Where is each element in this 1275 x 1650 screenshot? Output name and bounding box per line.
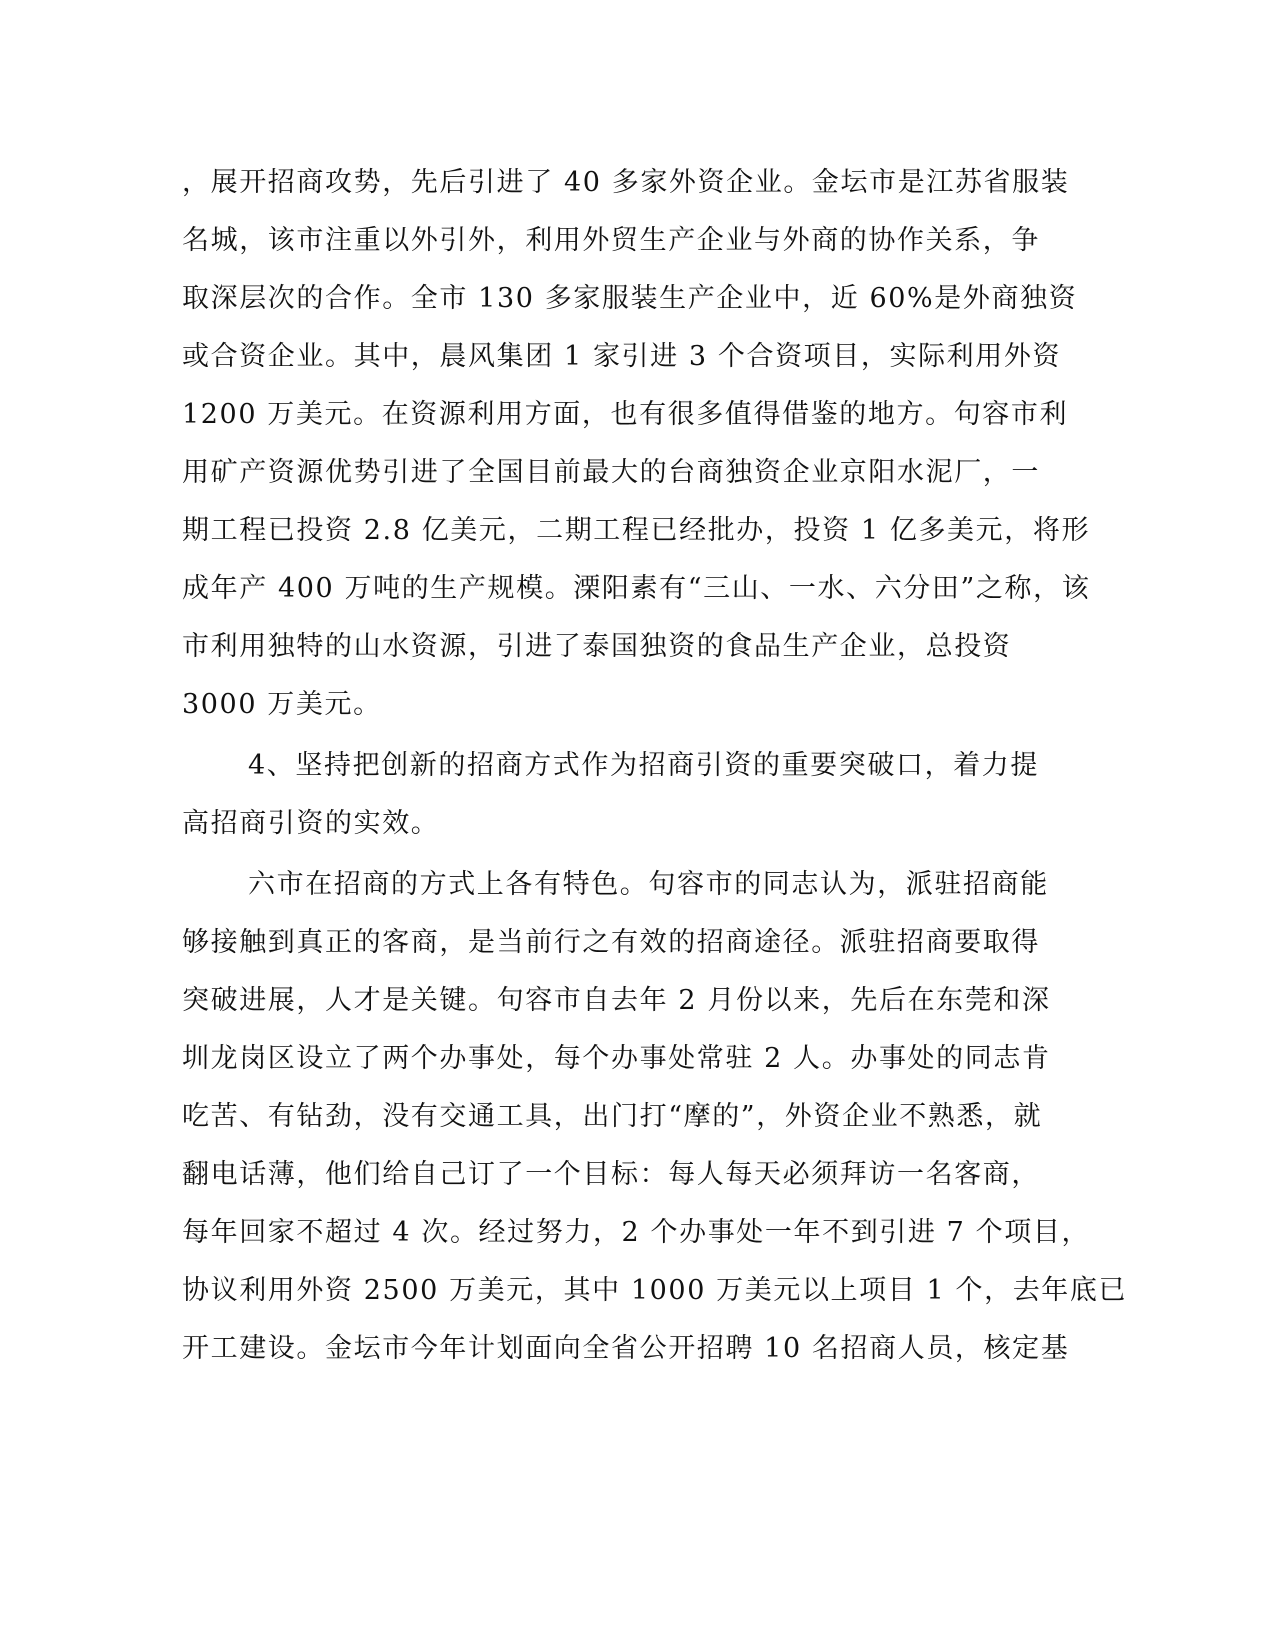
text-line: ，展开招商攻势，先后引进了 40 多家外资企业。金坛市是江苏省服装: [182, 167, 1070, 198]
paragraph-first-line: 六市在招商的方式上各有特色。句容市的同志认为，派驻招商能: [248, 869, 1049, 900]
text-line: 协议利用外资 2500 万美元，其中 1000 万美元以上项目 1 个，去年底已: [182, 1275, 1128, 1306]
text-line: 1200 万美元。在资源利用方面，也有很多值得借鉴的地方。句容市利: [182, 399, 1069, 430]
text-line: 圳龙岗区设立了两个办事处，每个办事处常驻 2 人。办事处的同志肯: [182, 1043, 1051, 1074]
text-line: 名城，该市注重以外引外，利用外贸生产企业与外商的协作关系，争: [182, 225, 1040, 256]
text-line: 或合资企业。其中，晨风集团 1 家引进 3 个合资项目，实际利用外资: [182, 341, 1062, 372]
text-line: 翻电话薄，他们给自己订了一个目标：每人每天必须拜访一名客商，: [182, 1159, 1040, 1190]
text-line: 吃苦、有钻劲，没有交通工具，出门打“摩的”，外资企业不熟悉，就: [182, 1101, 1043, 1132]
section-heading-line: 4、坚持把创新的招商方式作为招商引资的重要突破口，着力提: [248, 750, 1039, 781]
text-line: 突破进展，人才是关键。句容市自去年 2 月份以来，先后在东莞和深: [182, 985, 1051, 1016]
text-line: 开工建设。金坛市今年计划面向全省公开招聘 10 名招商人员，核定基: [182, 1333, 1070, 1364]
text-line: 成年产 400 万吨的生产规模。溧阳素有“三山、一水、六分田”之称，该: [182, 573, 1091, 604]
section-heading-line: 高招商引资的实效。: [182, 808, 440, 839]
text-line: 用矿产资源优势引进了全国目前最大的台商独资企业京阳水泥厂，一: [182, 457, 1040, 488]
text-line: 取深层次的合作。全市 130 多家服装生产企业中，近 60%是外商独资: [182, 283, 1078, 314]
text-line: 够接触到真正的客商，是当前行之有效的招商途径。派驻招商要取得: [182, 927, 1040, 958]
text-line: 市利用独特的山水资源，引进了泰国独资的食品生产企业，总投资: [182, 631, 1012, 662]
text-line: 3000 万美元。: [182, 689, 382, 720]
text-line: 期工程已投资 2.8 亿美元，二期工程已经批办，投资 1 亿多美元，将形: [182, 515, 1091, 546]
text-line: 每年回家不超过 4 次。经过努力，2 个办事处一年不到引进 7 个项目，: [182, 1217, 1091, 1248]
